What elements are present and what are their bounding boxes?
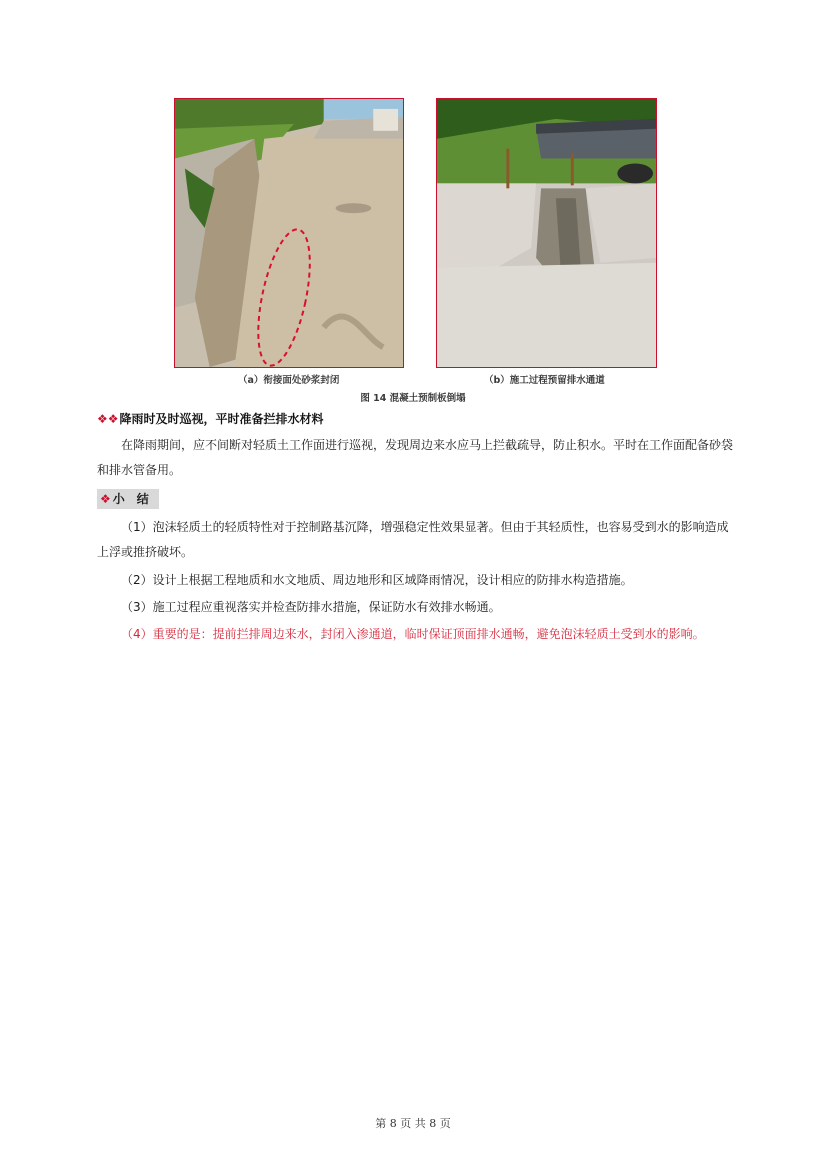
drainage-channel-image xyxy=(437,99,656,367)
summary-item-2: （2）设计上根据工程地质和水文地质、周边地形和区域降雨情况，设计相应的防排水构造措施。 xyxy=(121,573,633,587)
roadside-mortar-seal-image xyxy=(175,99,403,367)
caption-b: （b）施工过程预留排水通道 xyxy=(484,375,605,386)
summary-item-1: （1）泡沫轻质土的轻质特性对于控制路基沉降，增强稳定性效果显著。但由于其轻质性，也容易受到水的影响造成上浮或推挤破坏。 xyxy=(97,520,729,559)
page-footer: 第 8 页 共 8 页 xyxy=(375,1117,451,1130)
section-heading-text: 降雨时及时巡视，平时准备拦排水材料 xyxy=(119,412,324,426)
figure-photo-b xyxy=(436,98,657,368)
section-paragraph: 在降雨期间，应不间断对轻质土工作面进行巡视，发现周边来水应马上拦截疏导，防止积水。平时在工作面配备砂袋和排水管备用。 xyxy=(97,438,734,477)
section-heading xyxy=(97,410,324,427)
diamond-bullet-icon: ❖❖ xyxy=(97,412,119,426)
figure-photo-a xyxy=(174,98,404,368)
summary-item-4: （4）重要的是：提前拦排周边来水，封闭入渗通道，临时保证顶面排水通畅，避免泡沫轻质土受到水的影响。 xyxy=(121,627,705,641)
summary-label: 小 结 xyxy=(112,492,149,506)
caption-a: （a）衔接面处砂浆封闭 xyxy=(238,375,340,386)
diamond-bullet-icon: ❖ xyxy=(100,492,111,506)
summary-label-box xyxy=(97,489,159,509)
figure-title: 图 14 混凝土预制板倒塌 xyxy=(360,393,466,404)
summary-item-3: （3）施工过程应重视落实并检查防排水措施，保证防水有效排水畅通。 xyxy=(121,600,501,614)
